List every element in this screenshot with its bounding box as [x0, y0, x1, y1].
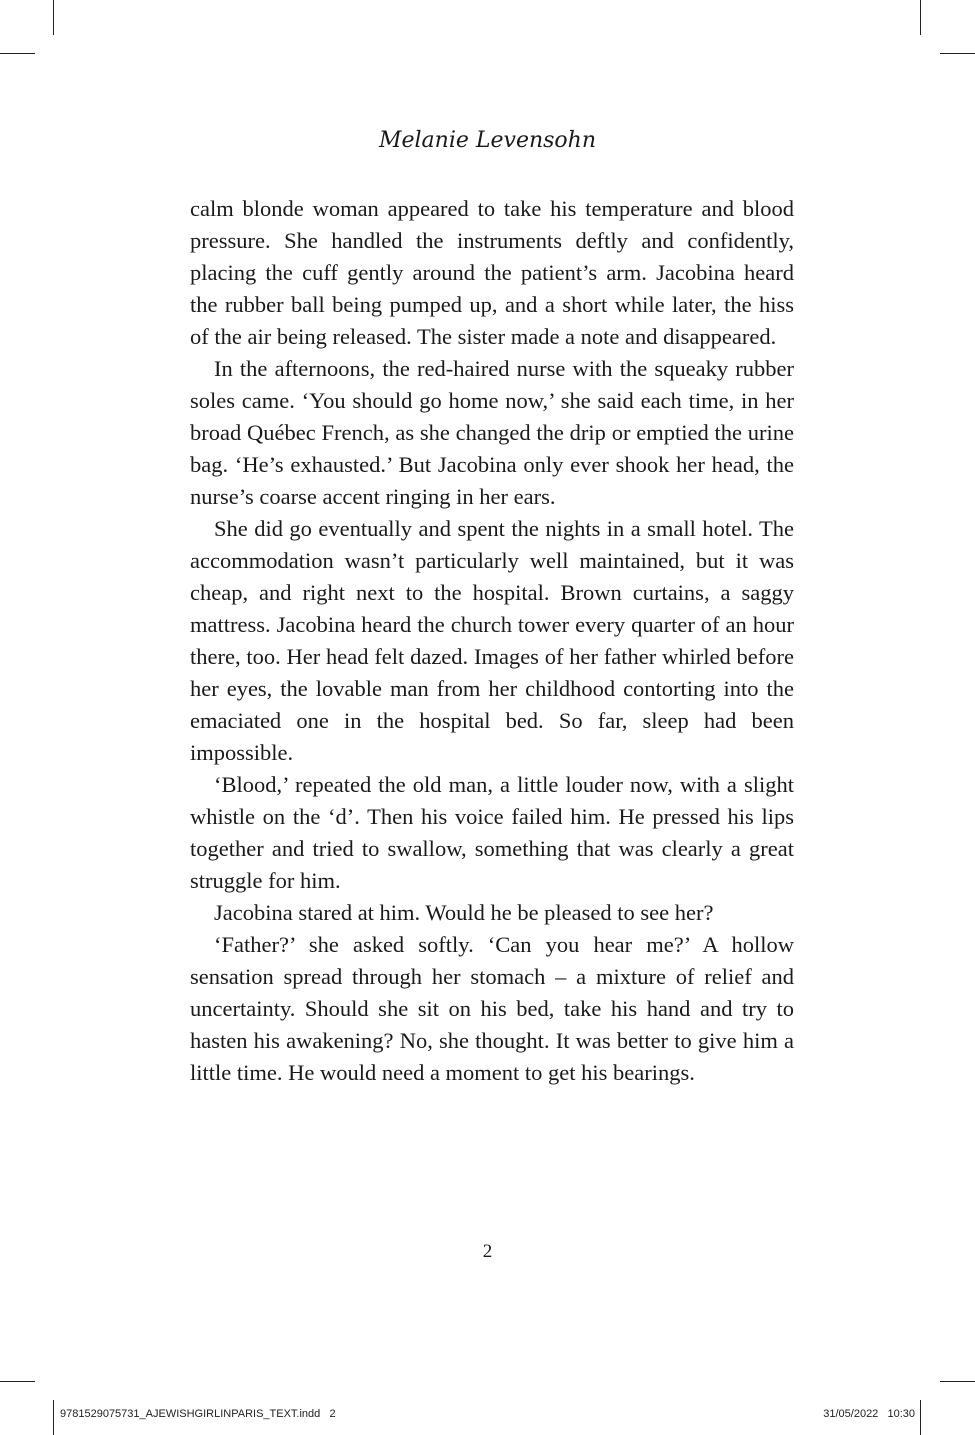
paragraph: ‘Blood,’ repeated the old man, a little louder now, with a slight whistle on the ‘d’. Then his voice failed him. He pressed his lips together and tried to swallow, something that was clearly a great struggle for him.: [190, 772, 794, 893]
slug-datetime: 31/05/2022 10:30: [823, 1408, 915, 1420]
crop-mark-top-left: [53, 0, 54, 35]
crop-mark-bottom-left-horizontal: [0, 1381, 35, 1382]
crop-mark-bottom-left: [53, 1400, 54, 1435]
crop-mark-bottom-right: [920, 1400, 921, 1435]
paragraph: She did go eventually and spent the nights in a small hotel. The accommodation wasn’t particularly well maintained, but it was cheap, and right next to the hospital. Brown curtains, a saggy mattress. Jacobina heard the church tower every quarter of an hour there, too. Her head felt dazed. Images of her father whirled before her eyes, the lovable man from her childhood contorting into the emaciated one in the hospital bed. So far, sleep had been impossible.: [190, 516, 794, 765]
crop-mark-top-right: [920, 0, 921, 35]
paragraph: In the afternoons, the red-haired nurse with the squeaky rubber soles came. ‘You should go home now,’ she said each time, in her broad Québec French, as she changed the drip or emptied the urine bag. ‘He’s exhausted.’ But Jacobina only ever shook her head, the nurse’s coarse accent ringing in her ears.: [190, 356, 794, 509]
crop-mark-top-right-horizontal: [940, 53, 975, 54]
paragraph: ‘Father?’ she asked softly. ‘Can you hear me?’ A hollow sensation spread through her stomach – a mixture of relief and uncertainty. Should she sit on his bed, take his hand and try to hasten his awakening? No, she thought. It was better to give him a little time. He would need a moment to get his bearings.: [190, 932, 794, 1085]
page-number: 2: [482, 1241, 493, 1262]
running-head: Melanie Levensohn: [378, 128, 597, 153]
crop-mark-bottom-right-horizontal: [940, 1381, 975, 1382]
crop-mark-top-left-horizontal: [0, 53, 35, 54]
paragraph: calm blonde woman appeared to take his temperature and blood pressure. She handled the instruments deftly and confidently, placing the cuff gently around the patient’s arm. Jacobina heard the rubber ball being pumped up, and a short while later, the hiss of the air being released. The sister made a note and disappeared.: [190, 196, 794, 349]
body-text: [190, 193, 794, 1089]
paragraph: Jacobina stared at him. Would he be pleased to see her?: [214, 900, 714, 925]
slug-filename: 9781529075731_AJEWISHGIRLINPARIS_TEXT.indd 2: [60, 1408, 336, 1420]
